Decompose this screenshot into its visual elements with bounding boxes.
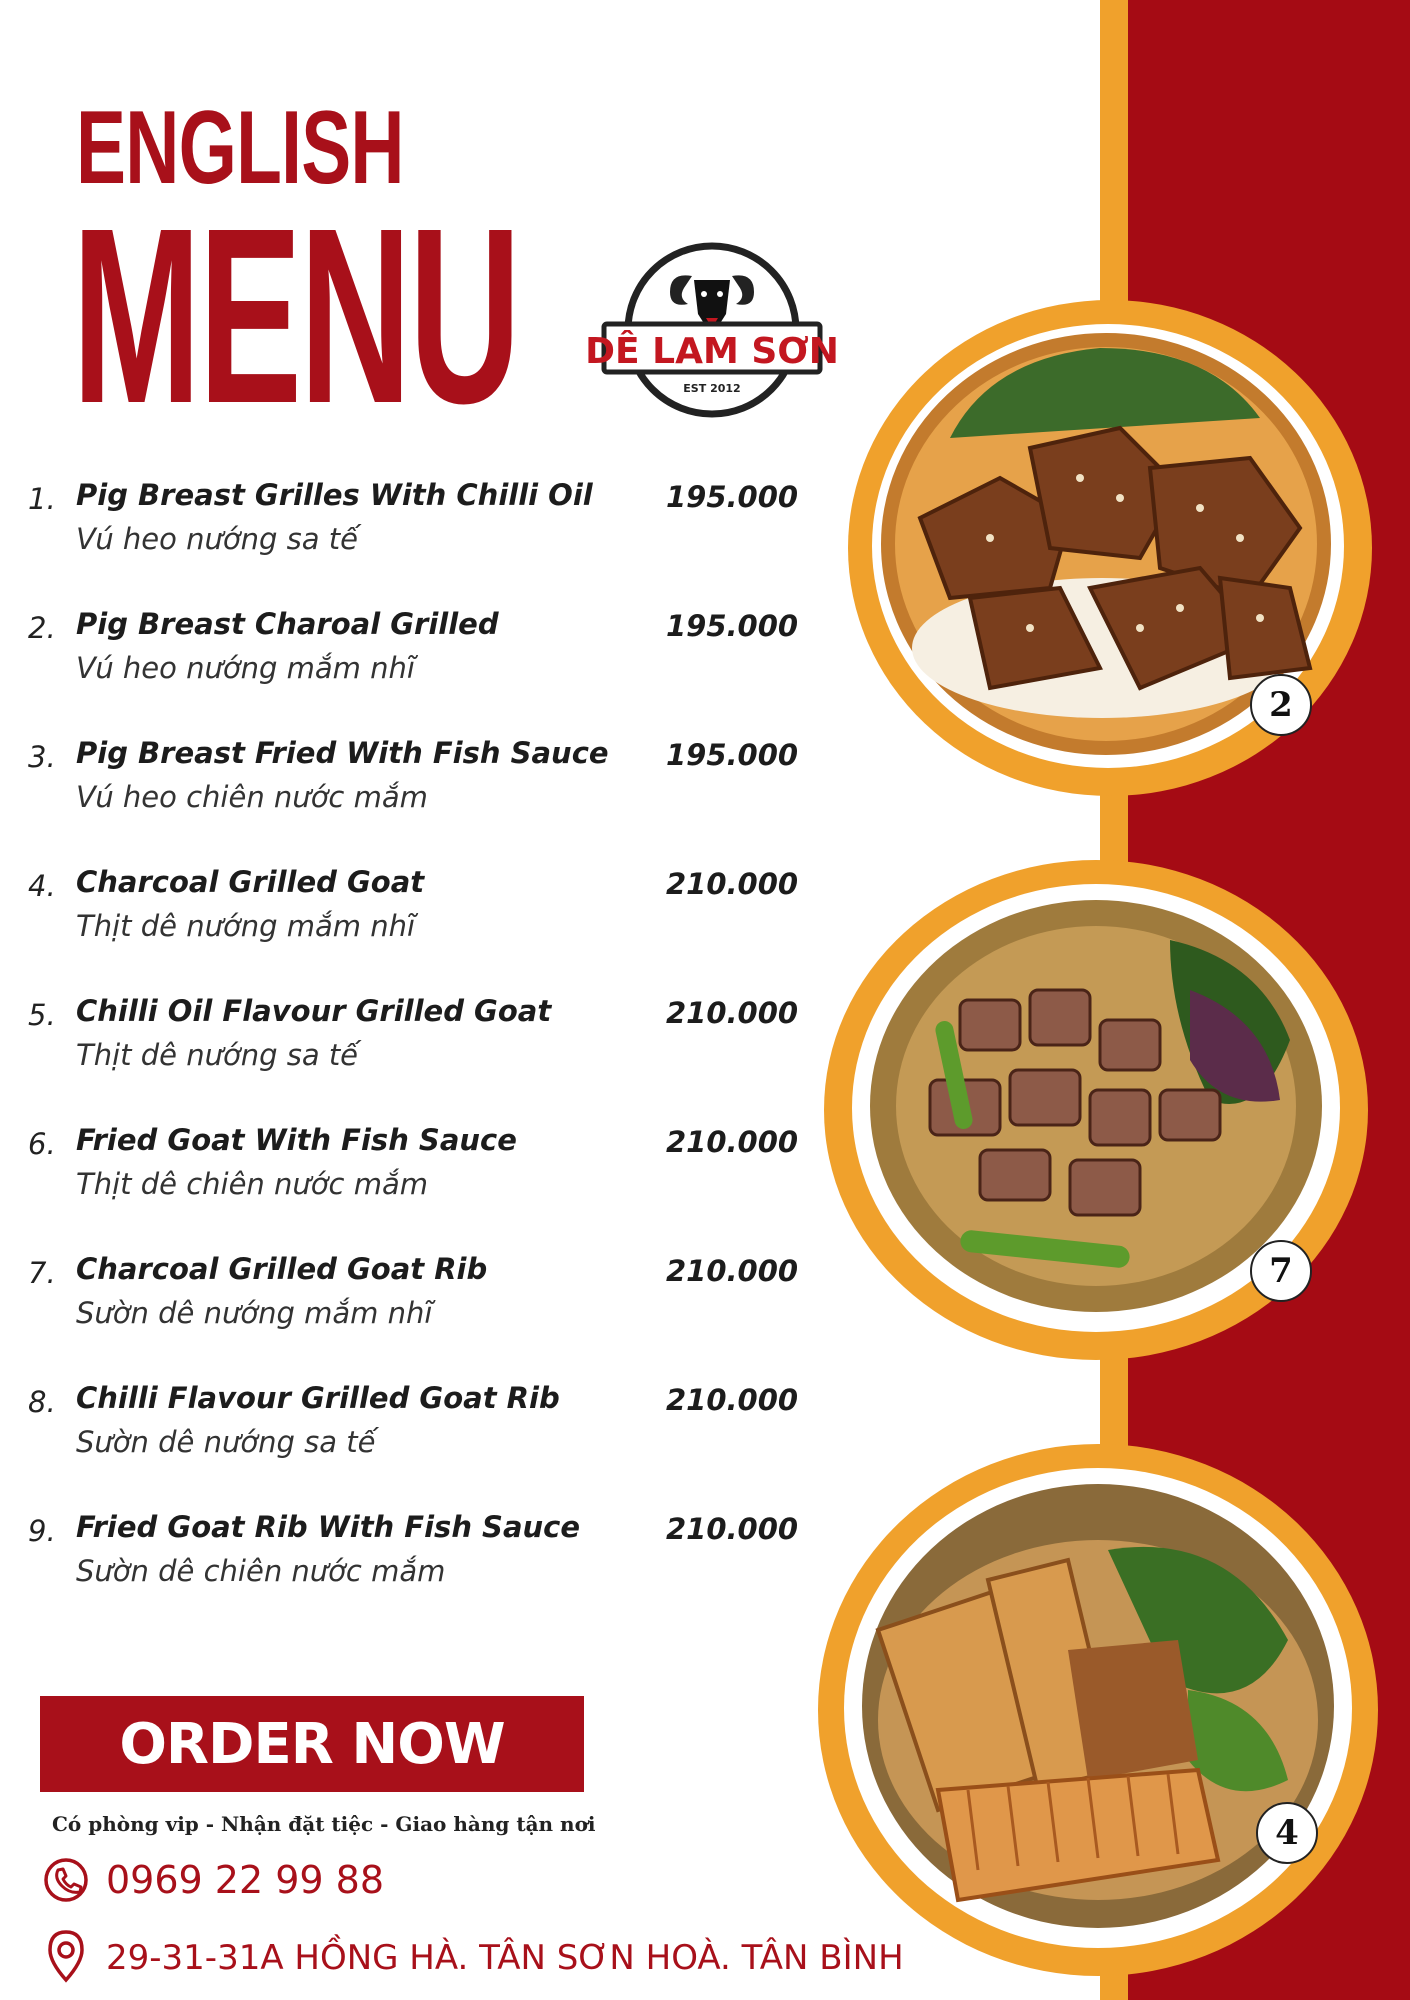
- goat-rib-photo-icon: [808, 1430, 1388, 1990]
- item-number: 5.: [28, 998, 56, 1032]
- menu-item: [24, 472, 804, 601]
- item-number: 2.: [28, 611, 56, 645]
- brand-logo: [585, 240, 839, 420]
- item-number: 9.: [28, 1514, 56, 1548]
- item-name-vietnamese: Sườn dê chiên nước mắm: [76, 1554, 446, 1588]
- logo-brand-text: DÊ LAM SƠN: [585, 331, 839, 372]
- phone-number: 0969 22 99 88: [106, 1858, 385, 1902]
- item-number: 8.: [28, 1385, 56, 1419]
- menu-item: [24, 601, 804, 730]
- item-name-english: Charcoal Grilled Goat Rib: [76, 1252, 488, 1286]
- item-price: 195.000: [666, 738, 799, 772]
- item-number: 4.: [28, 869, 56, 903]
- item-number: 7.: [28, 1256, 56, 1290]
- phone-row[interactable]: [40, 1854, 384, 1906]
- item-name-vietnamese: Thịt dê chiên nước mắm: [76, 1167, 428, 1201]
- logo-est-text: EST 2012: [683, 382, 741, 395]
- item-name-english: Chilli Flavour Grilled Goat Rib: [76, 1381, 560, 1415]
- menu-item: [24, 1504, 804, 1633]
- menu-item: [24, 988, 804, 1117]
- item-name-english: Chilli Oil Flavour Grilled Goat: [76, 994, 552, 1028]
- menu-item: [24, 1117, 804, 1246]
- photo-number-badge: 2: [1250, 674, 1312, 736]
- dish-photo-rib: [808, 1430, 1388, 1990]
- dish-photo-goat: [810, 850, 1380, 1370]
- menu-list: [24, 472, 804, 1633]
- order-now-button[interactable]: ORDER NOW: [40, 1696, 584, 1792]
- photo-number-badge: 4: [1256, 1802, 1318, 1864]
- menu-item: [24, 859, 804, 988]
- item-number: 3.: [28, 740, 56, 774]
- item-name-english: Charcoal Grilled Goat: [76, 865, 425, 899]
- item-price: 210.000: [666, 996, 799, 1030]
- item-price: 210.000: [666, 1383, 799, 1417]
- item-name-vietnamese: Thịt dê nướng sa tế: [76, 1038, 359, 1072]
- item-number: 6.: [28, 1127, 56, 1161]
- item-name-english: Pig Breast Charoal Grilled: [76, 607, 499, 641]
- item-number: 1.: [28, 482, 56, 516]
- item-name-vietnamese: Vú heo chiên nước mắm: [76, 780, 428, 814]
- item-name-vietnamese: Thịt dê nướng mắm nhĩ: [76, 909, 416, 943]
- item-price: 210.000: [666, 867, 799, 901]
- item-price: 210.000: [666, 1254, 799, 1288]
- services-text: Có phòng vip - Nhận đặt tiệc - Giao hàng tận nơi: [52, 1812, 596, 1836]
- address-text: 29-31-31A HỒNG HÀ. TÂN SƠN HOÀ. TÂN BÌNH: [106, 1938, 904, 1978]
- item-name-vietnamese: Sườn dê nướng mắm nhĩ: [76, 1296, 433, 1330]
- item-name-vietnamese: Vú heo nướng sa tế: [76, 522, 358, 556]
- phone-icon: [40, 1854, 92, 1906]
- title-english: ENGLISH: [76, 90, 404, 206]
- item-name-english: Fried Goat With Fish Sauce: [76, 1123, 517, 1157]
- item-price: 210.000: [666, 1512, 799, 1546]
- grilled-pork-photo-icon: [840, 288, 1400, 808]
- item-price: 195.000: [666, 480, 799, 514]
- item-name-vietnamese: Vú heo nướng mắm nhĩ: [76, 651, 415, 685]
- menu-item: [24, 1246, 804, 1375]
- menu-item: [24, 1375, 804, 1504]
- map-pin-icon: [40, 1932, 92, 1984]
- item-name-english: Fried Goat Rib With Fish Sauce: [76, 1510, 581, 1544]
- item-name-english: Pig Breast Fried With Fish Sauce: [76, 736, 609, 770]
- item-price: 195.000: [666, 609, 799, 643]
- address-row[interactable]: [40, 1932, 904, 1984]
- item-price: 210.000: [666, 1125, 799, 1159]
- item-name-english: Pig Breast Grilles With Chilli Oil: [76, 478, 593, 512]
- item-name-vietnamese: Sườn dê nướng sa tế: [76, 1425, 376, 1459]
- title-menu: MENU: [72, 176, 519, 455]
- photo-number-badge: 7: [1250, 1240, 1312, 1302]
- dish-photo-pork: [840, 288, 1400, 808]
- menu-item: [24, 730, 804, 859]
